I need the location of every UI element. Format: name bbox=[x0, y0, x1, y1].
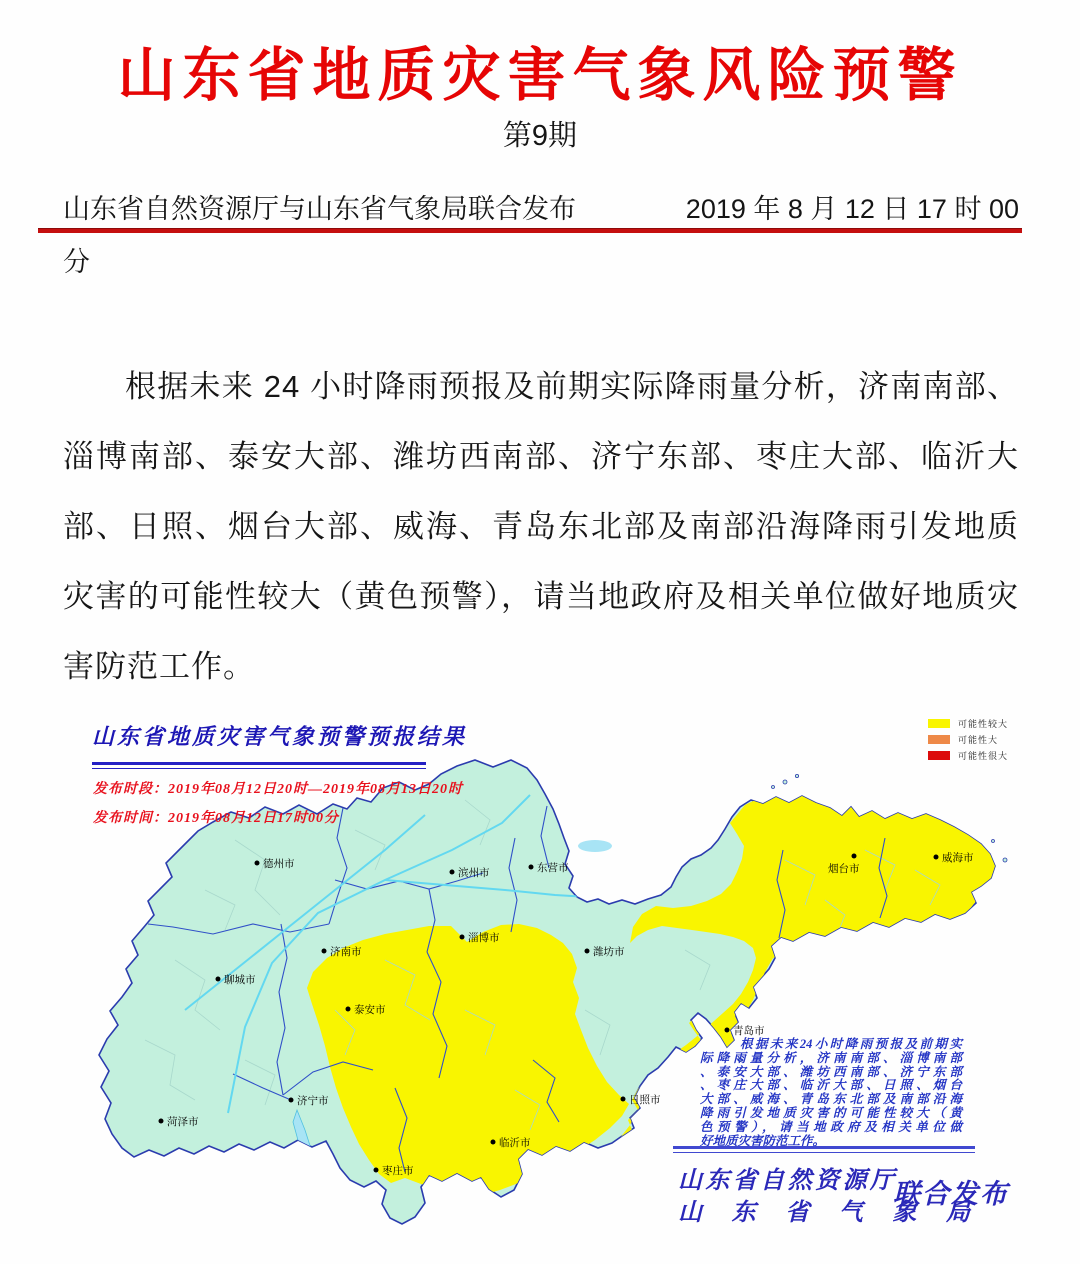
coastal-water-patch bbox=[578, 840, 612, 852]
note-line: 、泰安大部、潍坊西南部、济宁东部 bbox=[700, 1064, 962, 1079]
map-note-block bbox=[700, 1038, 962, 1148]
svg-text:德州市: 德州市 bbox=[263, 858, 295, 870]
svg-text:淄博市: 淄博市 bbox=[468, 932, 500, 944]
note-line: 色预警），请当地政府及相关单位做 bbox=[700, 1119, 962, 1134]
svg-text:潍坊市: 潍坊市 bbox=[593, 946, 625, 958]
note-line: 大部、威海、青岛东北部及南部沿海 bbox=[700, 1092, 962, 1107]
svg-text:济南市: 济南市 bbox=[330, 946, 362, 958]
map-forecast-period bbox=[93, 778, 463, 798]
svg-text:聊城市: 聊城市 bbox=[224, 974, 256, 986]
svg-text:日照市: 日照市 bbox=[629, 1094, 661, 1106]
time-value: 2019年08月12日17时00分 bbox=[168, 811, 339, 826]
note-line: 好地质灾害防范工作。 bbox=[700, 1133, 826, 1148]
orange-swatch bbox=[928, 735, 950, 744]
time-label: 发布时间： bbox=[93, 811, 168, 826]
note-line: 际降雨量分析，济南南部、淄博南部 bbox=[700, 1050, 962, 1065]
note-line: 、枣庄大部、临沂大部、日照、烟台 bbox=[700, 1078, 962, 1093]
svg-text:泰安市: 泰安市 bbox=[354, 1004, 386, 1016]
map-publish-time bbox=[93, 807, 339, 827]
svg-text:东营市: 东营市 bbox=[537, 862, 569, 874]
yellow-swatch bbox=[928, 719, 950, 728]
legend-label: 可能性很大 bbox=[958, 751, 1009, 761]
period-value: 2019年08月12日20时—2019年08月13日20时 bbox=[168, 782, 463, 797]
note-line: 根据未来24小时降雨预报及前期实 bbox=[740, 1037, 962, 1051]
signature-joint-release: 联合发布 bbox=[893, 1179, 1009, 1209]
svg-text:威海市: 威海市 bbox=[942, 852, 974, 864]
warning-paragraph: 根据未来 24 小时降雨预报及前期实际降雨量分析，济南南部、淄博南部、泰安大部、潍坊西南部、济宁东部、枣庄大部、临沂大部、日照、烟台大部、威海、青岛东北部及南部沿海降雨引发地质灾害的可能性较大（黄色预警），请当地政府及相关单位做好地质灾害防范工作。 bbox=[63, 369, 1019, 684]
svg-text:枣庄市: 枣庄市 bbox=[382, 1165, 414, 1177]
map-legend bbox=[928, 719, 1008, 767]
legend-label: 可能性大 bbox=[958, 735, 999, 745]
map-title-underline bbox=[92, 762, 426, 769]
svg-text:烟台市: 烟台市 bbox=[828, 863, 860, 875]
page-title: 山东省地质灾害气象风险预警 bbox=[117, 43, 963, 108]
issue-number: 第9期 bbox=[502, 120, 578, 152]
svg-text:济宁市: 济宁市 bbox=[297, 1095, 329, 1107]
svg-text:临沂市: 临沂市 bbox=[499, 1137, 531, 1149]
legend-row-yellow bbox=[928, 719, 1008, 728]
note-line: 降雨引发地质灾害的可能性较大（黄 bbox=[700, 1105, 962, 1120]
legend-row-orange bbox=[928, 735, 1008, 744]
svg-text:青岛市: 青岛市 bbox=[733, 1025, 765, 1037]
legend-row-red bbox=[928, 751, 1008, 760]
signature-divider bbox=[673, 1146, 975, 1153]
publisher-row bbox=[63, 187, 1019, 226]
publisher-text: 山东省自然资源厅与山东省气象局联合发布 bbox=[63, 194, 576, 224]
period-label: 发布时段： bbox=[93, 782, 168, 797]
red-swatch bbox=[928, 751, 950, 760]
signature-org-1: 山东省自然资源厅 bbox=[678, 1168, 894, 1194]
svg-text:滨州市: 滨州市 bbox=[458, 867, 490, 879]
legend-label: 可能性较大 bbox=[958, 719, 1009, 729]
svg-text:菏泽市: 菏泽市 bbox=[167, 1116, 199, 1128]
red-divider bbox=[38, 228, 1022, 233]
map-title: 山东省地质灾害气象预警预报结果 bbox=[92, 724, 468, 749]
publish-date-overflow: 分 bbox=[63, 247, 90, 277]
signature-org-2: 山东省气象局 bbox=[678, 1200, 970, 1226]
publish-date: 2019 年 8 月 12 日 17 时 00 bbox=[685, 194, 1019, 224]
